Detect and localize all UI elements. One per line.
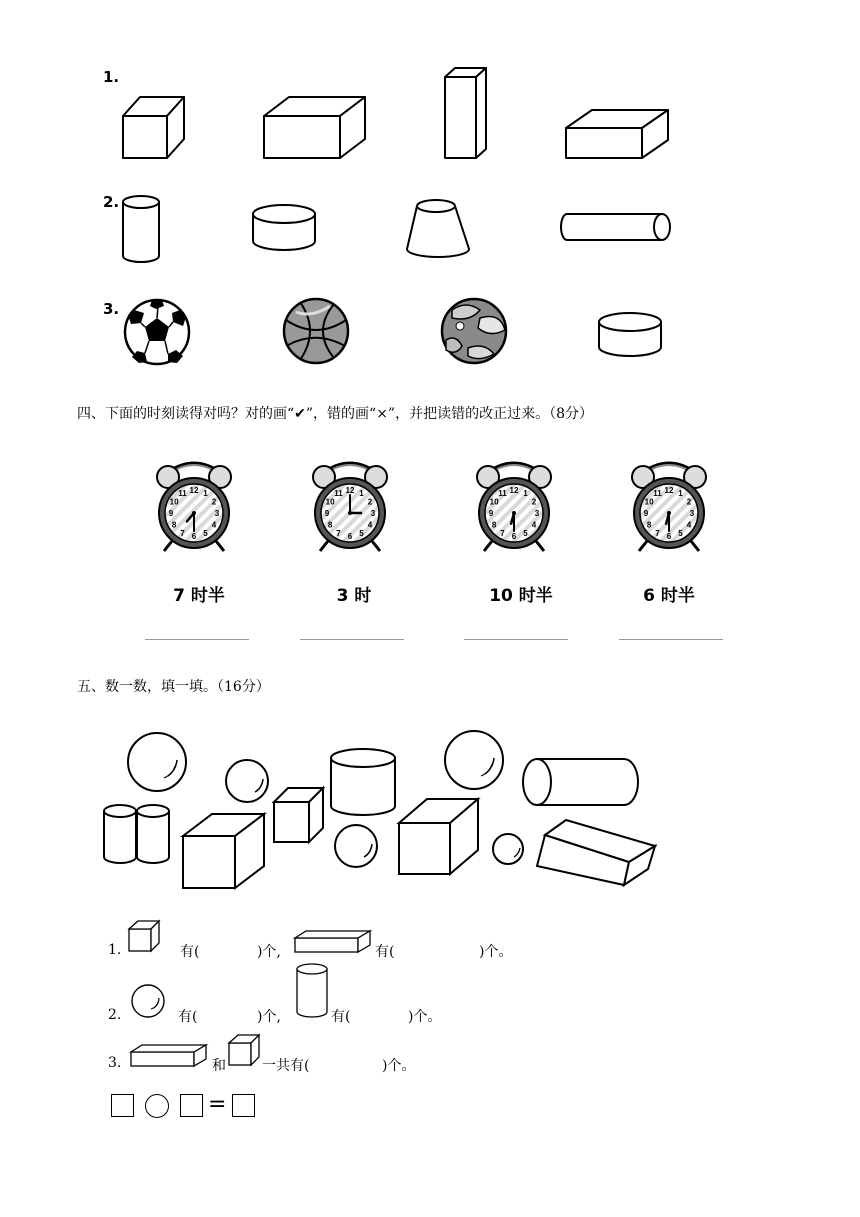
svg-text:12: 12: [345, 486, 355, 495]
svg-text:2: 2: [211, 497, 217, 507]
svg-text:1: 1: [523, 489, 528, 499]
cylinder-shape: [104, 805, 136, 863]
clock-label-4: 6 时半: [643, 586, 695, 606]
svg-text:11: 11: [178, 489, 187, 499]
ball-shape: [226, 760, 268, 802]
svg-text:3: 3: [370, 509, 376, 518]
svg-text:5: 5: [523, 528, 528, 538]
q3-number: 3.: [108, 1055, 122, 1071]
section4-heading: 四、下面的时刻读得对吗？对的画“✔”，错的画“×”，并把读错的改正过来。（8分）: [77, 406, 593, 422]
q2-text-c: 有(: [331, 1009, 351, 1025]
clock-label-2: 3 时: [336, 586, 372, 606]
svg-text:8: 8: [491, 520, 497, 530]
svg-text:1: 1: [359, 489, 364, 499]
svg-text:7: 7: [655, 528, 660, 538]
q2-text-b: )个,: [257, 1009, 281, 1025]
svg-text:3: 3: [534, 509, 540, 518]
equation-operator-circle[interactable]: [145, 1094, 169, 1118]
equation-box-3[interactable]: [232, 1094, 255, 1117]
q1-number: 1.: [108, 942, 122, 958]
q3-end: )个。: [382, 1058, 416, 1074]
q1-text-a: 有(: [180, 944, 200, 960]
ball-shape: [128, 733, 186, 791]
cylinder-icon: [294, 962, 330, 1022]
svg-text:1: 1: [203, 489, 208, 499]
q2-answer-blank-2[interactable]: [359, 1006, 407, 1024]
svg-text:8: 8: [171, 520, 177, 530]
q1-text-d: )个。: [479, 944, 513, 960]
svg-text:2: 2: [686, 497, 692, 507]
equation-box-2[interactable]: [180, 1094, 203, 1117]
row-number-3: 3.: [103, 300, 120, 318]
q2-answer-blank-1[interactable]: [206, 1006, 256, 1024]
svg-text:10: 10: [169, 497, 179, 507]
svg-text:12: 12: [189, 486, 199, 495]
svg-text:5: 5: [678, 528, 683, 538]
q3-total: 一共有(: [262, 1058, 310, 1074]
svg-text:9: 9: [643, 509, 649, 518]
svg-text:3: 3: [214, 509, 220, 518]
svg-text:8: 8: [646, 520, 652, 530]
section5-heading: 五、数一数，填一填。（16分）: [77, 679, 270, 695]
svg-text:3: 3: [689, 509, 695, 518]
q3-answer-blank[interactable]: [318, 1055, 380, 1073]
svg-text:10: 10: [644, 497, 654, 507]
cube-shape: [399, 799, 478, 874]
ball-icon: [130, 983, 166, 1019]
equation-box-1[interactable]: [111, 1094, 134, 1117]
clock-label-1: 7 时半: [173, 586, 225, 606]
q3-and: 和: [212, 1058, 226, 1074]
row-number-2: 2.: [103, 193, 120, 211]
svg-text:11: 11: [653, 489, 662, 499]
svg-text:5: 5: [359, 528, 364, 538]
cube-shape: [183, 814, 264, 888]
cuboid-icon: [130, 1044, 210, 1068]
svg-text:4: 4: [531, 520, 537, 530]
q1-answer-blank-1[interactable]: [208, 941, 256, 959]
svg-text:7: 7: [180, 528, 185, 538]
q2-number: 2.: [108, 1007, 122, 1023]
svg-text:5: 5: [203, 528, 208, 538]
svg-text:12: 12: [509, 486, 519, 495]
svg-text:4: 4: [211, 520, 217, 530]
cube-icon: [228, 1034, 262, 1068]
svg-text:4: 4: [686, 520, 692, 530]
q2-text-d: )个。: [408, 1009, 442, 1025]
svg-text:9: 9: [324, 509, 330, 518]
horizontal-cylinder-shape: [523, 759, 638, 805]
q1-answer-blank-2[interactable]: [403, 941, 478, 959]
ball-shape: [493, 834, 523, 864]
svg-text:6: 6: [191, 532, 197, 541]
svg-text:2: 2: [531, 497, 537, 507]
row-number-1: 1.: [103, 68, 120, 86]
cube-icon: [128, 920, 162, 954]
svg-text:7: 7: [336, 528, 341, 538]
svg-text:6: 6: [511, 532, 517, 541]
tall-cuboid-shape: [274, 788, 323, 842]
svg-text:11: 11: [334, 489, 343, 499]
svg-text:7: 7: [500, 528, 505, 538]
svg-text:1: 1: [678, 489, 683, 499]
ball-shape: [335, 825, 377, 867]
svg-text:10: 10: [325, 497, 335, 507]
q1-text-b: )个,: [257, 944, 281, 960]
svg-text:11: 11: [498, 489, 507, 499]
svg-text:9: 9: [168, 509, 174, 518]
tilted-cuboid-shape: [537, 820, 655, 885]
ball-shape: [445, 731, 503, 789]
cuboid-icon: [294, 930, 374, 954]
svg-text:9: 9: [488, 509, 494, 518]
svg-text:4: 4: [367, 520, 373, 530]
svg-text:2: 2: [367, 497, 373, 507]
q1-text-c: 有(: [375, 944, 395, 960]
q2-text-a: 有(: [178, 1009, 198, 1025]
clock-label-3: 10 时半: [489, 586, 553, 606]
svg-text:12: 12: [664, 486, 674, 495]
svg-text:8: 8: [327, 520, 333, 530]
cylinder-shape: [331, 749, 395, 815]
cylinder-shape: [137, 805, 169, 863]
svg-text:6: 6: [666, 532, 672, 541]
equation-equals: =: [208, 1092, 227, 1117]
svg-text:6: 6: [347, 532, 353, 541]
svg-text:10: 10: [489, 497, 499, 507]
